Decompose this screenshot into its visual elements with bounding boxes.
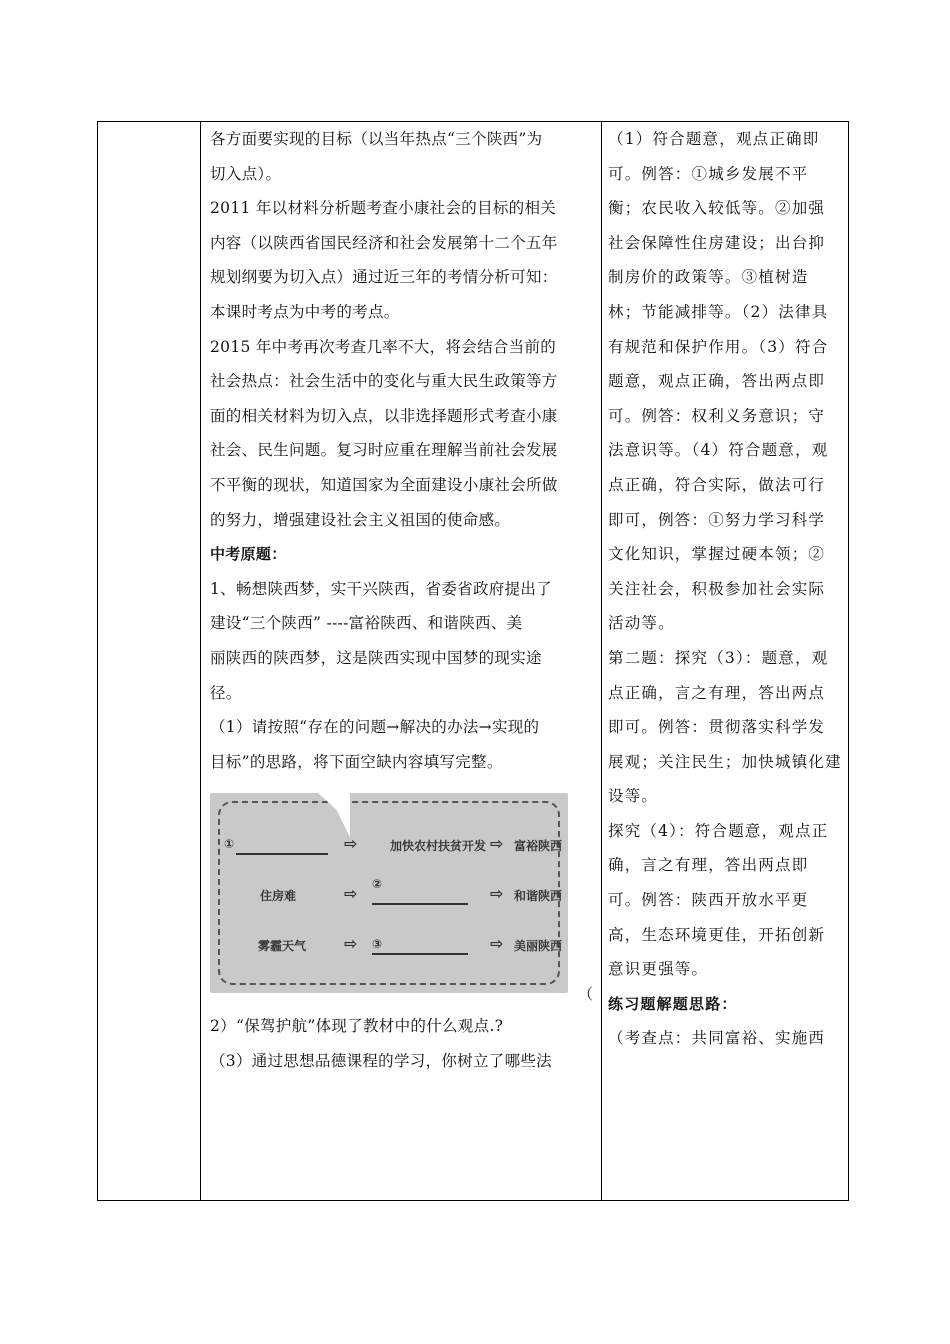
question-line: （3）通过思想品德课程的学习，你树立了哪些法 xyxy=(210,1051,552,1070)
answer-line: 可。例答：陕西开放水平更 xyxy=(608,891,809,910)
answer-line: （考查点：共同富裕、实施西 xyxy=(608,1029,826,1048)
question-line: 径。 xyxy=(210,683,242,702)
arrow-icon: ⇨ xyxy=(344,884,358,904)
answer-line: 文化知识，掌握过硬本领；② xyxy=(608,545,826,564)
answer-line: 制房价的政策等。③植树造 xyxy=(608,268,809,287)
blank-marker-2: ② xyxy=(372,877,383,892)
answer-line: 法意识等。（4）符合题意，观 xyxy=(608,441,829,460)
text-line: 的努力，增强建设社会主义祖国的使命感。 xyxy=(210,510,511,529)
blank-line-1 xyxy=(236,853,328,855)
answer-line: 点正确，符合实际，做法可行 xyxy=(608,475,826,494)
text-line: 各方面要实现的目标（以当年热点“三个陕西”为 xyxy=(210,130,543,148)
blank-line-2 xyxy=(372,903,468,905)
diagram-row-3 xyxy=(210,931,568,961)
answer-line: 林；节能减排等。（2）法律具 xyxy=(608,302,829,321)
answer-line: （1）符合题意，观点正确即 xyxy=(608,130,820,148)
section-heading: 中考原题： xyxy=(210,545,287,564)
column-divider-left xyxy=(200,122,201,1200)
answer-line: 可。例答：①城乡发展不平 xyxy=(608,164,809,183)
answer-line: 确，言之有理，答出两点即 xyxy=(608,856,809,875)
answer-line: 探究（4）：符合题意，观点正 xyxy=(608,821,829,840)
text-line: 社会、民生问题。复习时应重在理解当前社会发展 xyxy=(210,441,558,460)
right-column xyxy=(604,122,848,1056)
answer-line: 意识更强等。 xyxy=(608,960,709,979)
answer-line: 衡；农民收入较低等。②加强 xyxy=(608,199,826,218)
question-line: 建设“三个陕西” ----富裕陕西、和谐陕西、美 xyxy=(210,614,523,633)
text-line: 2015 年中考再次考查几率不大，将会结合当前的 xyxy=(210,337,557,356)
open-paren: （ xyxy=(578,985,594,1004)
blank-marker-3: ③ xyxy=(372,937,383,952)
fill-in-diagram-image xyxy=(210,793,594,1004)
arrow-icon: ⇨ xyxy=(490,884,504,904)
section-heading: 练习题解题思路： xyxy=(608,994,738,1013)
arrow-icon: ⇨ xyxy=(344,834,358,854)
middle-column xyxy=(202,122,606,1078)
goal-label: 美丽陕西 xyxy=(514,939,563,954)
answer-line: 有规范和保护作用。（3）符合 xyxy=(608,337,829,356)
answer-line: 题意，观点正确，答出两点即 xyxy=(608,372,826,391)
text-line: 不平衡的现状，知道国家为全面建设小康社会所做 xyxy=(210,475,558,494)
answer-line: 第二题：探究（3）：题意，观 xyxy=(608,648,829,667)
arrow-icon: ⇨ xyxy=(344,934,358,954)
answer-line: 设等。 xyxy=(608,787,659,806)
answer-line: 关注社会，积极参加社会实际 xyxy=(608,579,826,598)
text-line: 规划纲要为切入点）通过近三年的考情分析可知： xyxy=(210,268,558,287)
text-line: 社会热点：社会生活中的变化与重大民生政策等方 xyxy=(210,372,558,391)
blank-marker-1: ① xyxy=(224,837,235,852)
question-line: 2）“保驾护航”体现了教材中的什么观点.? xyxy=(210,1017,504,1036)
text-line: 内容（以陕西省国民经济和社会发展第十二个五年 xyxy=(210,233,558,252)
question-line: 丽陕西的陕西梦，这是陕西实现中国梦的现实途 xyxy=(210,648,542,667)
answer-line: 展观；关注民生；加快城镇化建 xyxy=(608,752,842,771)
answer-line: 即可。例答：贯彻落实科学发 xyxy=(608,718,826,737)
answer-line: 活动等。 xyxy=(608,614,675,633)
diagram-row-2 xyxy=(210,877,568,911)
arrow-icon: ⇨ xyxy=(490,834,504,854)
blank-line-3 xyxy=(372,953,468,955)
answer-line: 点正确，言之有理，答出两点 xyxy=(608,683,826,702)
text-line: 2011 年以材料分析题考查小康社会的目标的相关 xyxy=(210,199,557,218)
answer-line: 社会保障性住房建设；出台抑 xyxy=(608,233,826,252)
question-line: 目标”的思路，将下面空缺内容填写完整。 xyxy=(210,752,503,771)
text-line: 面的相关材料为切入点，以非选择题形式考查小康 xyxy=(210,406,558,425)
diagram-row-1 xyxy=(210,831,568,861)
problem-label: 雾霾天气 xyxy=(258,939,307,954)
text-line: 本课时考点为中考的考点。 xyxy=(210,302,400,321)
answer-line: 高，生态环境更佳，开拓创新 xyxy=(608,925,826,944)
answer-line: 即可，例答：①努力学习科学 xyxy=(608,510,826,529)
arrow-icon: ⇨ xyxy=(490,934,504,954)
problem-label: 住房难 xyxy=(260,889,297,904)
text-line: 切入点）。 xyxy=(210,164,282,183)
question-line: 1、畅想陕西梦，实干兴陕西，省委省政府提出了 xyxy=(210,579,552,598)
goal-label: 和谐陕西 xyxy=(514,889,563,904)
solution-label: 加快农村扶贫开发 xyxy=(390,839,487,854)
question-line: （1）请按照“存在的问题→解决的办法→实现的 xyxy=(210,718,540,737)
content-table xyxy=(97,121,849,1201)
goal-label: 富裕陕西 xyxy=(514,839,563,854)
answer-line: 可。例答：权利义务意识；守 xyxy=(608,406,826,425)
